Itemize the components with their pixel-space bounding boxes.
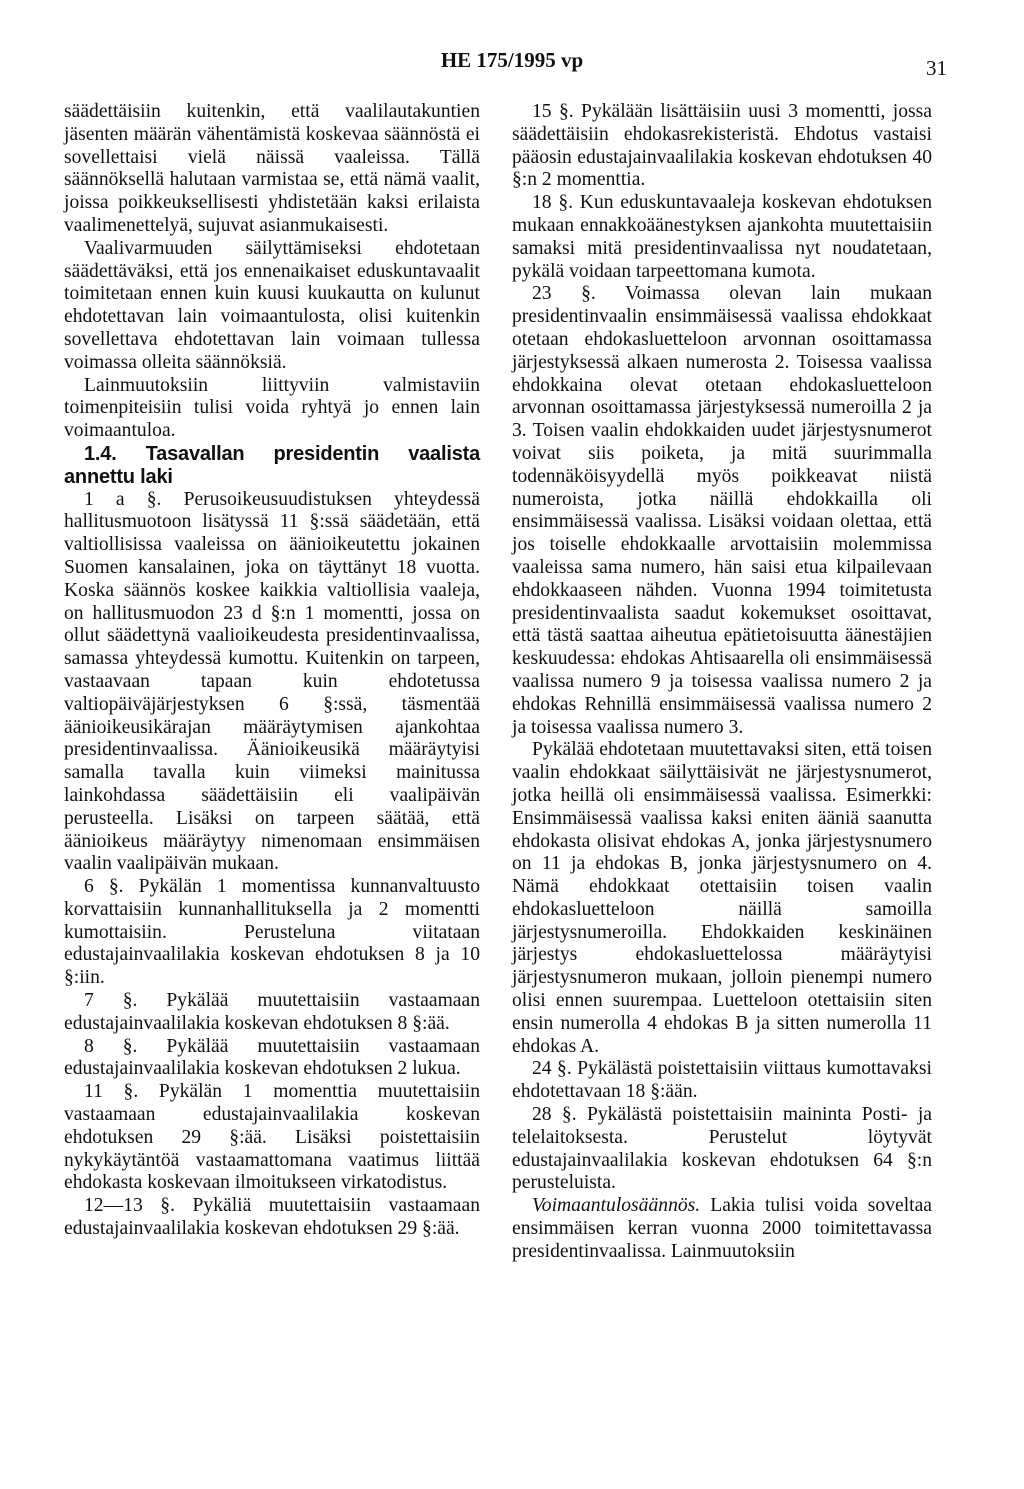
paragraph: 11 §. Pykälän 1 momenttia muutettaisiin vastaamaan edustajainvaalilakia koskevan ehdotuksen 29 §:ää. Lisäksi poistettaisiin nykykäytäntöä vastaamattomana vaatimus liittää ehdokasta koskevaan ilmoitukseen virkatodistus.	[64, 1081, 480, 1194]
paragraph: säädettäisiin kuitenkin, että vaalilautakuntien jäsenten määrän vähentämistä koskevaa säännöstä ei sovellettaisi vielä näissä vaaleissa. Tällä säännöksellä halutaan varmistaa se, että nämä vaalit, joissa poikkeuksellisesti yhdistetään kaksi erilaista vaalimenettelyä, sujuvat asianmukaisesti.	[64, 101, 480, 236]
paragraph: 12—13 §. Pykäliä muutettaisiin vastaamaan edustajainvaalilakia koskevan ehdotuksen 29 §:ää.	[64, 1195, 480, 1240]
paragraph: Lainmuutoksiin liittyviin valmistaviin toimenpiteisiin tulisi voida ryhtyä jo ennen lain voimaantuloa.	[64, 374, 480, 442]
left-column	[64, 101, 480, 1241]
running-header: HE 175/1995 vp	[440, 48, 584, 72]
page-number: 31	[926, 56, 947, 80]
final-label: Voimaantulosäännös.	[532, 1195, 701, 1217]
paragraph: 7 §. Pykälää muutettaisiin vastaamaan edustajainvaalilakia koskevan ehdotuksen 8 §:ää.	[64, 990, 480, 1034]
paragraph: Vaalivarmuuden säilyttämiseksi ehdotetaan säädettäväksi, että jos ennenaikaiset eduskuntavaalit toimitetaan ennen kuin kuusi kuukautta on kulunut ehdotettavan lain voimaantulosta, olisi kuitenkin sovellettava ehdotettavan lain voimaan tullessa voimassa olleita säännöksiä.	[64, 237, 480, 373]
paragraph: Pykälää ehdotetaan muutettavaksi siten, että toisen vaalin ehdokkaat säilyttäisivät ne järjestysnumerot, jotka heillä oli ensimmäisessä vaalissa. Esimerkki: Ensimmäisessä vaalissa kaksi eniten ääniä saanutta ehdokasta olisivat ehdokas A, jonka järjestysnumero on 11 ja ehdokas B, jonka järjestysnumero on 4. Nämä ehdokkaat otettaisiin toisen vaalin ehdokasluetteloon näillä samoilla järjestysnumeroilla. Ehdokkaiden keskinäinen järjestys ehdokasluettelossa määräytyisi järjestysnumeron mukaan, jolloin pienempi numero olisi ennen suurempaa. Luetteloon otettaisiin siten ensin numerolla 4 ehdokas B ja sitten numerolla 11 ehdokas A.	[512, 739, 932, 1057]
paragraph: 15 §. Pykälään lisättäisiin uusi 3 momentti, jossa säädettäisiin ehdokasrekisteristä. Ehdotus vastaisi pääosin edustajainvaalilakia koskevan ehdotuksen 40 §:n 2 momenttia.	[512, 101, 932, 191]
paragraph: 8 §. Pykälää muutettaisiin vastaamaan edustajainvaalilakia koskevan ehdotuksen 2 lukua.	[64, 1035, 480, 1080]
right-column	[512, 101, 932, 1264]
paragraph: 23 §. Voimassa olevan lain mukaan presidentinvaalin ensimmäisessä vaalissa ehdokkaat otetaan ehdokasluetteloon arvonnan osoittamassa järjestyksessä alkaen numerosta 2. Toisessa vaalissa ehdokkaina olevat otetaan ehdokasluetteloon arvonnan osoittamassa järjestyksessä numeroilla 2 ja 3. Toisen vaalin ehdokkaiden uudet järjestysnumerot voivat siis poiketa, ja mitä suurimmalla todennäköisyydellä myös poikkeavat niistä numeroista, jotka näillä ehdokkailla oli ensimmäisessä vaalissa. Lisäksi voidaan olettaa, että jos toiselle ehdokkaalle arvottaisiin molemmissa vaaleissa sama numero, hän saisi etua kilpailevaan ehdokkaaseen nähden. Vuonna 1994 toimitetusta presidentinvaalista saadut kokemukset osoittavat, että tästä saattaa aiheutua epätietoisuutta äänestäjien keskuudessa: ehdokas Ahtisaarella oli ensimmäisessä vaalissa numero 9 ja toisessa vaalissa numero 2 ja ehdokas Rehnillä ensimmäisessä vaalissa numero 2 ja toisessa vaalissa numero 3.	[512, 283, 932, 738]
paragraph: 24 §. Pykälästä poistettaisiin viittaus kumottavaksi ehdotettavaan 18 §:ään.	[512, 1058, 932, 1103]
paragraph: 1 a §. Perusoikeusuudistuksen yhteydessä hallitusmuotoon lisätyssä 11 §:ssä säädetään, että valtiollisissa vaaleissa on äänioikeutettu jokainen Suomen kansalainen, joka on täyttänyt 18 vuotta. Koska säännös koskee kaikkia valtiollisia vaaleja, on hallitusmuodon 23 d §:n 1 momentti, jossa on ollut säädettynä vaalioikeudesta presidentinvaalissa, samassa yhteydessä kumottu. Kuitenkin on tarpeen, vastaavaan tapaan kuin ehdotetussa valtiopäiväjärjestyksen 6 §:ssä, täsmentää äänioikeusikärajan määräytymisen ajankohtaa presidentinvaalissa. Äänioikeusikä määräytyisi samalla tavalla kuin viimeksi mainitussa lainkohdassa säädettäisiin eli vaalipäivän perusteella. Lisäksi on tarpeen säätää, että äänioikeus määräytyy nimenomaan ensimmäisen vaalin vaalipäivän mukaan.	[64, 488, 480, 875]
final-paragraph	[512, 1195, 932, 1263]
paragraph: 18 §. Kun eduskuntavaaleja koskevan ehdotuksen mukaan ennakkoäänestyksen ajankohta muutettaisiin samaksi mitä presidentinvaalissa nyt noudatetaan, pykälä voidaan tarpeettomana kumota.	[512, 192, 932, 282]
section-heading: 1.4. Tasavallan presidentin vaalista annettu laki	[64, 442, 480, 488]
paragraph: 6 §. Pykälän 1 momentissa kunnanvaltuusto korvattaisiin kunnanhallituksella ja 2 momentti kumottaisiin. Perusteluna viitataan edustajainvaalilakia koskevan ehdotuksen 8 ja 10 §:iin.	[64, 876, 480, 989]
final-text: Lakia tulisi voida soveltaa ensimmäisen kerran vuonna 2000 toimitettavassa presidentinvaalissa. Lainmuutoksiin	[512, 1195, 932, 1262]
paragraph: 28 §. Pykälästä poistettaisiin maininta Posti- ja telelaitoksesta. Perustelut löytyvät edustajainvaalilakia koskevan ehdotuksen 64 §:n perusteluista.	[512, 1104, 932, 1194]
